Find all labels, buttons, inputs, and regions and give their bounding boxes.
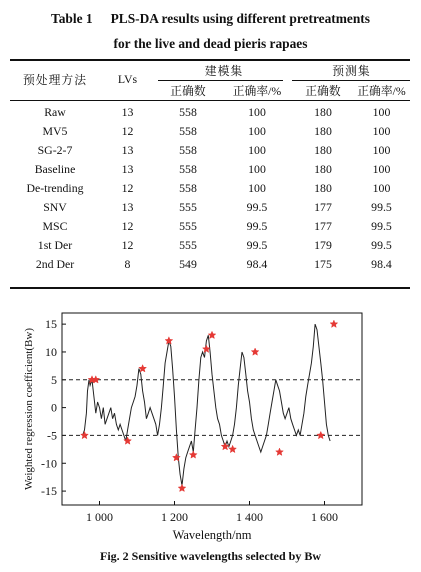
cell-lvs: 8 <box>124 257 131 271</box>
header-lvs: LVs <box>117 72 138 86</box>
cell-pre-correct-rate: 99.5 <box>371 238 392 252</box>
cell-pre-correct-num: 177 <box>314 219 332 233</box>
cell-method: Baseline <box>34 162 76 176</box>
cell-method: 2nd Der <box>35 257 75 271</box>
cell-cal-correct-num: 558 <box>179 105 197 119</box>
cell-cal-correct-num: 549 <box>179 257 197 271</box>
table-row <box>10 141 410 160</box>
cell-cal-correct-num: 555 <box>179 219 197 233</box>
cell-pre-correct-num: 177 <box>314 200 332 214</box>
cell-lvs: 12 <box>121 219 134 233</box>
header-method: 预处理方法 <box>23 73 87 87</box>
selected-wavelength-marker <box>208 331 216 338</box>
header-calibration: 建模集 <box>204 64 244 78</box>
cell-pre-correct-rate: 99.5 <box>371 200 392 214</box>
cell-cal-correct-num: 558 <box>179 162 197 176</box>
cell-method: MSC <box>42 219 68 233</box>
selected-wavelength-marker <box>81 431 89 438</box>
selected-wavelength-marker <box>317 431 325 438</box>
cell-method: MV5 <box>42 124 68 138</box>
cell-pre-correct-rate: 100 <box>372 181 391 195</box>
table-row <box>10 122 410 141</box>
cell-cal-correct-num: 558 <box>179 181 197 195</box>
cell-method: SNV <box>43 200 67 214</box>
x-tick-label: 1 000 <box>86 510 113 524</box>
header-pre-correct-rate: 正确率/% <box>357 83 406 98</box>
y-tick-label: 0 <box>51 400 57 415</box>
y-tick-label: 15 <box>45 317 57 332</box>
header-cal-correct-num: 正确数 <box>170 83 206 98</box>
cell-cal-correct-num: 555 <box>179 238 197 252</box>
cell-method: De-trending <box>26 181 84 195</box>
cell-lvs: 13 <box>121 143 134 157</box>
cell-pre-correct-rate: 100 <box>372 162 391 176</box>
y-tick-label: -15 <box>41 484 57 499</box>
cell-cal-correct-rate: 100 <box>248 105 266 119</box>
table-caption-line1 <box>0 11 421 27</box>
cell-cal-correct-rate: 100 <box>248 162 266 176</box>
selected-wavelength-marker <box>251 348 259 355</box>
cell-pre-correct-num: 180 <box>314 162 332 176</box>
cell-pre-correct-rate: 98.4 <box>371 257 392 271</box>
cell-pre-correct-rate: 100 <box>372 105 391 119</box>
table-bottom-rule <box>10 287 410 289</box>
cell-pre-correct-num: 180 <box>314 124 332 138</box>
cell-lvs: 12 <box>121 238 134 252</box>
cell-cal-correct-num: 555 <box>179 200 197 214</box>
x-tick-label: 1 200 <box>161 510 188 524</box>
cell-cal-correct-num: 558 <box>179 143 197 157</box>
selected-wavelength-marker <box>173 454 181 461</box>
cell-pre-correct-num: 180 <box>314 143 332 157</box>
header-cal-correct-rate: 正确率/% <box>232 83 282 98</box>
cell-cal-correct-rate: 99.5 <box>246 238 268 252</box>
y-tick-label: -10 <box>41 456 57 471</box>
cell-cal-correct-rate: 100 <box>248 124 266 138</box>
cell-cal-correct-num: 558 <box>179 124 197 138</box>
cell-cal-correct-rate: 99.5 <box>246 219 268 233</box>
cell-method: SG-2-7 <box>37 143 73 157</box>
table-row <box>10 236 410 255</box>
x-tick-label: 1 400 <box>236 510 263 524</box>
cell-cal-correct-rate: 99.5 <box>246 200 268 214</box>
table-caption-text: PLS-DA results using different pretreatments <box>110 11 370 26</box>
y-tick-label: 5 <box>51 372 57 387</box>
cell-pre-correct-num: 180 <box>314 105 332 119</box>
y-tick-label: -5 <box>47 428 57 443</box>
cell-pre-correct-rate: 100 <box>372 143 391 157</box>
header-prediction: 预测集 <box>332 64 371 78</box>
table-row <box>10 160 410 179</box>
selected-wavelength-marker <box>229 445 237 452</box>
cell-lvs: 13 <box>121 162 134 176</box>
cell-pre-correct-num: 180 <box>314 181 332 195</box>
table-row <box>10 198 410 217</box>
table-row <box>10 179 410 198</box>
cell-cal-correct-rate: 100 <box>248 143 266 157</box>
cell-cal-correct-rate: 100 <box>248 181 266 195</box>
cell-method: Raw <box>44 105 66 119</box>
cell-pre-correct-rate: 100 <box>372 124 391 138</box>
table-caption-number: Table 1 <box>51 11 93 26</box>
bw-wavelength-chart <box>0 305 421 549</box>
selected-wavelength-marker <box>189 451 197 458</box>
x-tick-label: 1 600 <box>311 510 338 524</box>
selected-wavelength-marker <box>330 320 338 327</box>
table-row <box>10 99 410 122</box>
cell-pre-correct-num: 175 <box>314 257 332 271</box>
cell-pre-correct-num: 179 <box>314 238 332 252</box>
header-pre-correct-num: 正确数 <box>305 83 341 98</box>
cell-lvs: 13 <box>121 200 134 214</box>
cell-method: 1st Der <box>37 238 73 252</box>
cell-cal-correct-rate: 98.4 <box>246 257 268 271</box>
x-axis-label: Wavelength/nm <box>172 528 252 542</box>
plot-frame <box>62 313 362 505</box>
figure-caption: Fig. 2 Sensitive wavelengths selected by Bw <box>100 549 321 563</box>
y-axis-label: Weighted regression coefficient(Bw) <box>23 327 35 491</box>
table-header-row-1 <box>10 60 410 81</box>
cell-lvs: 13 <box>121 105 134 119</box>
results-table <box>10 60 410 274</box>
selected-wavelength-marker <box>178 484 186 491</box>
cell-lvs: 12 <box>121 124 134 138</box>
y-tick-label: 10 <box>45 344 57 359</box>
table-caption-line2: for the live and dead pieris rapaes <box>113 36 308 51</box>
table-row <box>10 255 410 274</box>
cell-lvs: 12 <box>121 181 134 195</box>
cell-pre-correct-rate: 99.5 <box>371 219 392 233</box>
selected-wavelength-marker <box>276 448 284 455</box>
table-row <box>10 217 410 236</box>
